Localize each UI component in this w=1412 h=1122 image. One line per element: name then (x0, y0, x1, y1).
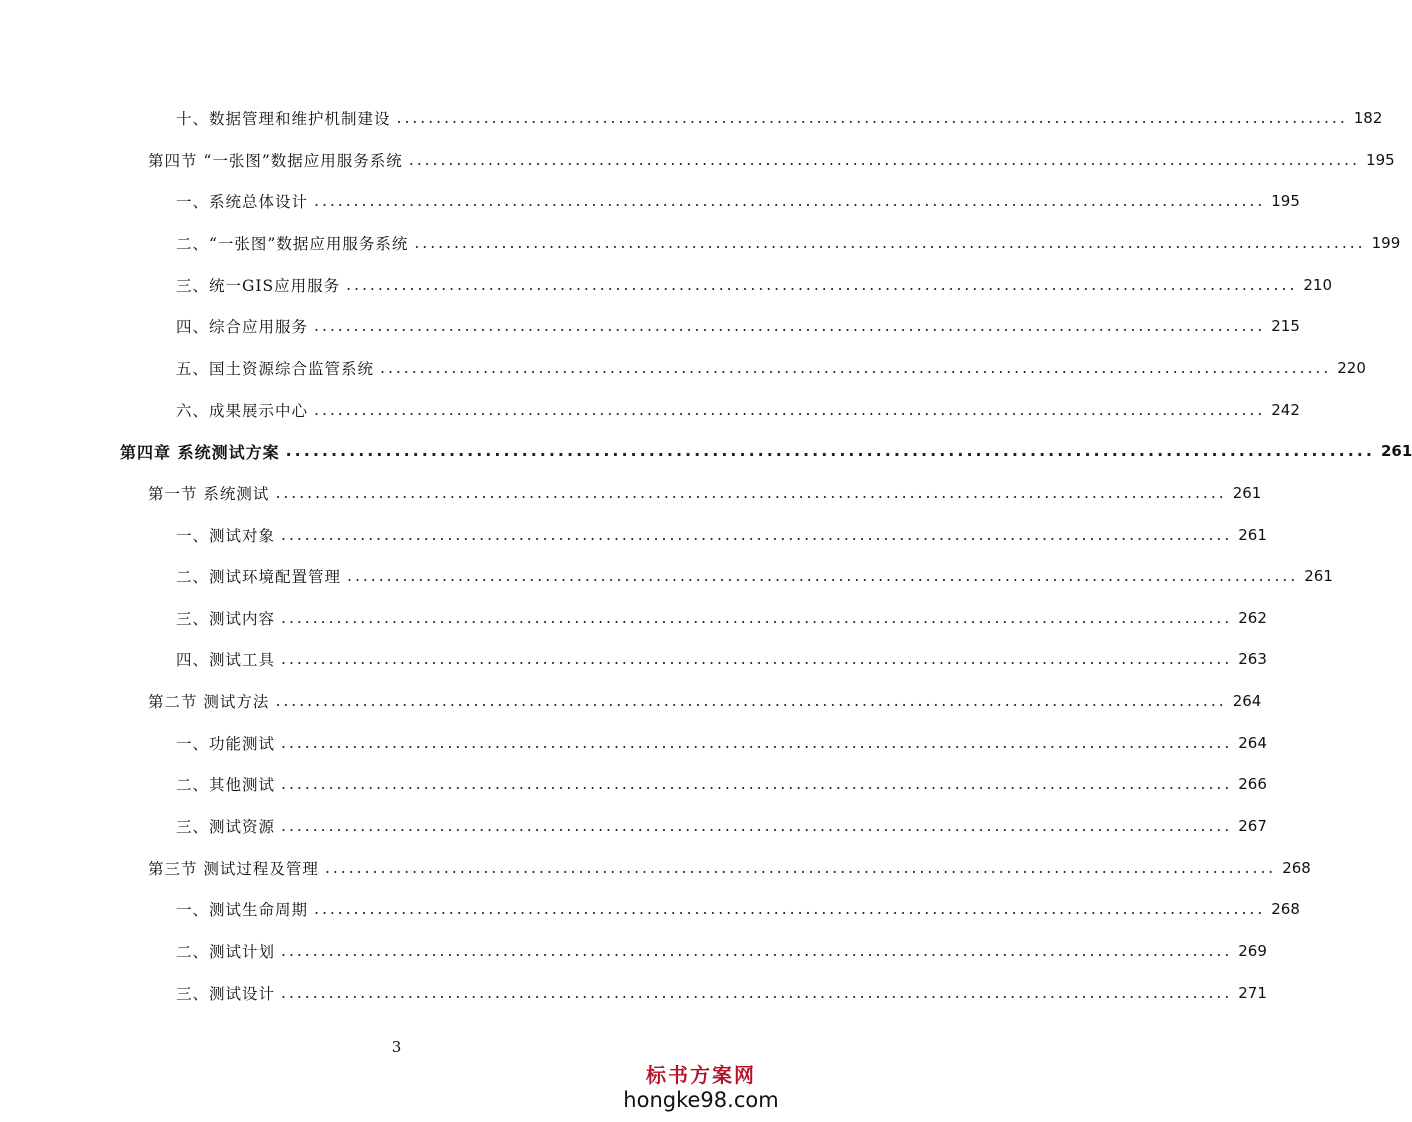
toc-dot-leader: ........................................................................................................................ (414, 234, 1366, 252)
toc-entry-page-number: 266 (1238, 775, 1267, 793)
toc-entry[interactable] (148, 479, 1262, 507)
toc-entry[interactable] (148, 146, 1395, 174)
toc-dot-leader: ........................................................................................................................ (314, 192, 1266, 210)
toc-dot-leader: ........................................................................................................................ (281, 526, 1233, 544)
toc-dot-leader: ........................................................................................................................ (347, 567, 1299, 585)
toc-entry-page-number: 261 (1304, 567, 1333, 585)
toc-entry[interactable] (176, 770, 1267, 798)
toc-entry-title: 二、测试计划 (176, 943, 276, 961)
toc-entry-page-number: 267 (1238, 817, 1267, 835)
toc-entry-title: 第三节 测试过程及管理 (148, 860, 319, 878)
toc-entry-page-number: 263 (1238, 650, 1267, 668)
toc-entry-page-number: 261 (1238, 526, 1267, 544)
toc-entry[interactable] (176, 645, 1267, 673)
toc-dot-leader: ........................................................................................................................ (314, 401, 1266, 419)
toc-dot-leader: ........................................................................................................................ (281, 775, 1233, 793)
toc-entry-title: 六、成果展示中心 (176, 402, 309, 420)
toc-entry-page-number: 269 (1238, 942, 1267, 960)
toc-entry-title: 十、数据管理和维护机制建设 (176, 110, 391, 128)
toc-dot-leader: ........................................................................................................................ (314, 317, 1266, 335)
toc-entry-page-number: 264 (1232, 692, 1262, 710)
toc-entry-page-number: 182 (1353, 109, 1383, 127)
toc-entry-page-number: 242 (1271, 401, 1300, 419)
toc-entry[interactable] (176, 354, 1366, 382)
toc-entry-title: 一、测试对象 (176, 527, 276, 545)
toc-entry-title: 第一节 系统测试 (148, 485, 270, 503)
toc-entry-page-number: 195 (1271, 192, 1300, 210)
toc-entry-page-number: 215 (1271, 317, 1300, 335)
toc-entry-page-number: 199 (1371, 234, 1401, 252)
toc-entry[interactable] (176, 562, 1333, 590)
toc-entry[interactable] (120, 437, 1412, 465)
watermark-logo (621, 1059, 781, 1112)
toc-entry-title: 二、测试环境配置管理 (176, 568, 342, 586)
toc-entry-title: 三、统一GIS应用服务 (176, 277, 341, 295)
toc-entry-title: 五、国土资源综合监管系统 (176, 360, 375, 378)
toc-entry-page-number: 268 (1282, 859, 1311, 877)
toc-entry-page-number: 268 (1271, 900, 1300, 918)
toc-entry-title: 四、测试工具 (176, 651, 276, 669)
toc-entry-page-number: 220 (1337, 359, 1366, 377)
toc-entry-title: 二、其他测试 (176, 776, 276, 794)
toc-entry-title: 第二节 测试方法 (148, 693, 270, 711)
toc-entry[interactable] (176, 229, 1401, 257)
toc-entry[interactable] (176, 979, 1267, 1007)
toc-entry[interactable] (176, 312, 1300, 340)
toc-entry[interactable] (176, 187, 1300, 215)
toc-entry[interactable] (176, 521, 1267, 549)
toc-dot-leader: ........................................................................................................................ (396, 109, 1348, 127)
toc-entry[interactable] (176, 812, 1267, 840)
toc-entry-page-number: 261 (1232, 484, 1262, 502)
toc-entry-title: 三、测试设计 (176, 985, 276, 1003)
toc-entry[interactable] (148, 854, 1311, 882)
toc-entry-title: 三、测试资源 (176, 818, 276, 836)
toc-entry-title: 一、系统总体设计 (176, 193, 309, 211)
toc-entry[interactable] (176, 604, 1267, 632)
toc-entry-title: 一、功能测试 (176, 735, 276, 753)
toc-dot-leader: ........................................................................................................................ (314, 900, 1266, 918)
toc-entry[interactable] (176, 271, 1333, 299)
toc-entry[interactable] (176, 937, 1267, 965)
page-number: 3 (391, 1038, 402, 1056)
toc-entry-title: 一、测试生命周期 (176, 901, 309, 919)
toc-entry-title: 二、“一张图”数据应用服务系统 (176, 235, 409, 253)
toc-entry-page-number: 195 (1366, 151, 1395, 169)
toc-dot-leader: ........................................................................................................................ (281, 609, 1233, 627)
toc-entry[interactable] (176, 729, 1267, 757)
toc-dot-leader: ........................................................................................................................ (285, 441, 1375, 460)
toc-dot-leader: ........................................................................................................................ (324, 859, 1277, 877)
toc-entry-page-number: 261 (1380, 442, 1412, 460)
toc-dot-leader: ........................................................................................................................ (281, 650, 1233, 668)
watermark-url: hongke98.com (623, 1088, 779, 1112)
toc-entry[interactable] (176, 104, 1383, 132)
toc-dot-leader: ........................................................................................................................ (281, 817, 1233, 835)
toc-entry[interactable] (148, 687, 1262, 715)
toc-dot-leader: ........................................................................................................................ (275, 484, 1227, 502)
toc-dot-leader: ........................................................................................................................ (275, 692, 1227, 710)
toc-entry[interactable] (176, 396, 1300, 424)
toc-entry-page-number: 262 (1238, 609, 1267, 627)
toc-dot-leader: ........................................................................................................................ (380, 359, 1332, 377)
toc-entry-page-number: 271 (1238, 984, 1267, 1002)
toc-entry-title: 四、综合应用服务 (176, 318, 309, 336)
toc-entry-title: 第四章 系统测试方案 (120, 442, 280, 462)
toc-dot-leader: ........................................................................................................................ (281, 734, 1233, 752)
toc-dot-leader: ........................................................................................................................ (281, 942, 1233, 960)
toc-entry-page-number: 210 (1303, 276, 1333, 294)
toc-entry-title: 三、测试内容 (176, 610, 276, 628)
toc-entry[interactable] (176, 895, 1300, 923)
toc-entry-title: 第四节 “一张图”数据应用服务系统 (148, 152, 403, 170)
watermark-site-name: 标书方案网 (646, 1063, 756, 1087)
toc-dot-leader: ........................................................................................................................ (281, 984, 1233, 1002)
toc-dot-leader: ........................................................................................................................ (346, 276, 1298, 294)
toc-entry-page-number: 264 (1238, 734, 1267, 752)
toc-dot-leader: ........................................................................................................................ (408, 151, 1361, 169)
